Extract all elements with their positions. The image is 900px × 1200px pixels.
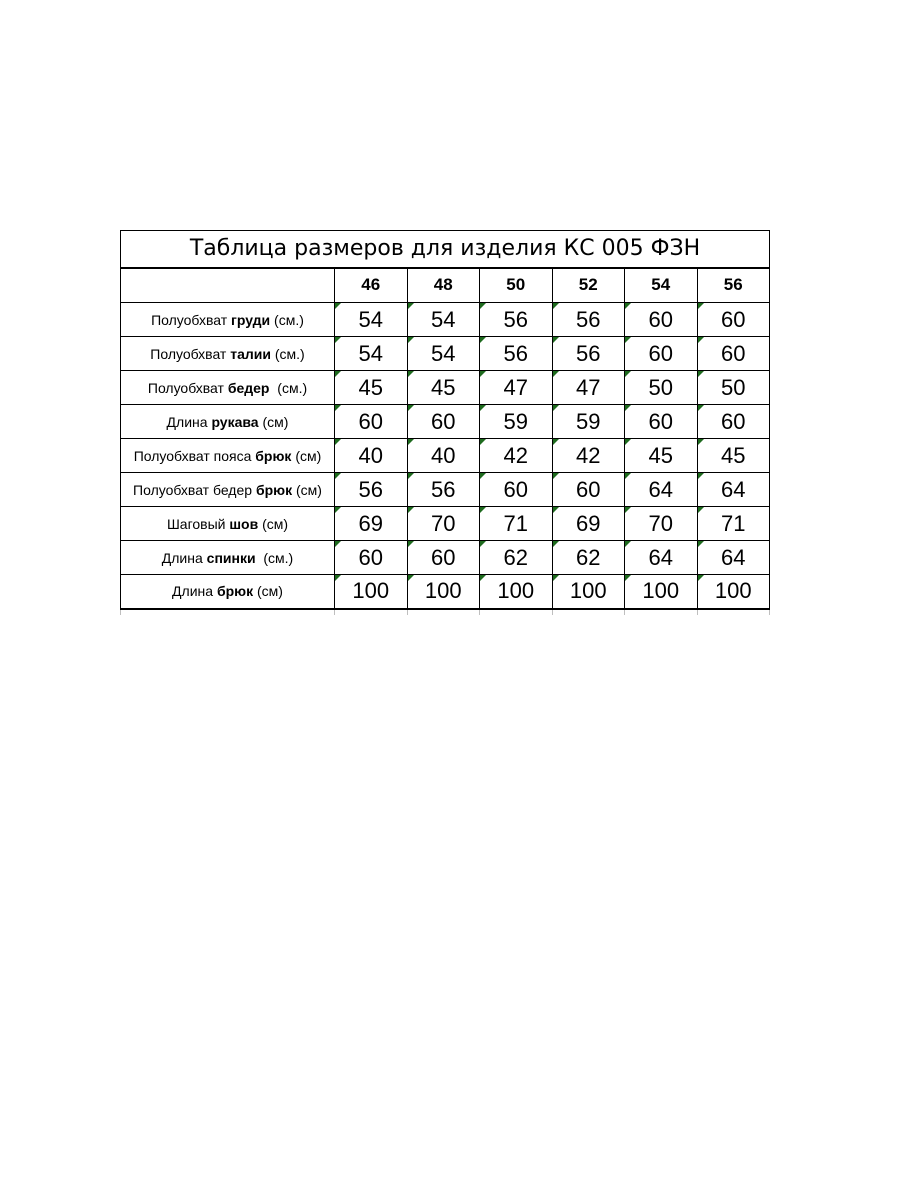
size-header-50: 50 bbox=[480, 268, 553, 303]
value-cell-size-54: 64 bbox=[625, 541, 698, 575]
header-corner-cell bbox=[121, 268, 335, 303]
table-row-trouser-length bbox=[121, 575, 770, 609]
size-header-46: 46 bbox=[335, 268, 408, 303]
value-cell-size-48: 56 bbox=[407, 473, 480, 507]
value-cell-size-50: 56 bbox=[480, 337, 553, 371]
row-label-bold: рукава bbox=[211, 413, 259, 430]
row-label bbox=[121, 541, 335, 575]
row-label bbox=[121, 507, 335, 541]
value-cell-size-46: 54 bbox=[335, 303, 408, 337]
row-label bbox=[121, 405, 335, 439]
row-label-unit: (см) bbox=[292, 481, 322, 498]
row-label-text: Полуобхват bbox=[147, 379, 228, 396]
value-cell-size-54: 60 bbox=[625, 337, 698, 371]
value-cell-size-48: 54 bbox=[407, 303, 480, 337]
value-cell-size-56: 100 bbox=[697, 575, 770, 609]
row-label-bold: брюк bbox=[255, 481, 293, 498]
value-cell-size-46: 60 bbox=[335, 541, 408, 575]
value-cell-size-48: 54 bbox=[407, 337, 480, 371]
table-row-trouser-waist bbox=[121, 439, 770, 473]
row-label bbox=[121, 473, 335, 507]
table-title: Таблица размеров для изделия КС 005 ФЗН bbox=[121, 231, 770, 268]
row-label-unit: (см.) bbox=[270, 311, 304, 328]
table-row-sleeve-length bbox=[121, 405, 770, 439]
value-cell-size-56: 50 bbox=[697, 371, 770, 405]
tail-cell bbox=[552, 609, 625, 615]
row-label bbox=[121, 575, 335, 609]
value-cell-size-56: 45 bbox=[697, 439, 770, 473]
value-cell-size-54: 60 bbox=[625, 303, 698, 337]
row-label-unit: (см.) bbox=[255, 549, 294, 566]
value-cell-size-46: 60 bbox=[335, 405, 408, 439]
value-cell-size-50: 47 bbox=[480, 371, 553, 405]
value-cell-size-48: 70 bbox=[407, 507, 480, 541]
row-label bbox=[121, 303, 335, 337]
value-cell-size-52: 42 bbox=[552, 439, 625, 473]
value-cell-size-46: 45 bbox=[335, 371, 408, 405]
value-cell-size-50: 62 bbox=[480, 541, 553, 575]
value-cell-size-56: 71 bbox=[697, 507, 770, 541]
value-cell-size-52: 56 bbox=[552, 337, 625, 371]
row-label bbox=[121, 337, 335, 371]
measurements-body bbox=[121, 303, 770, 609]
value-cell-size-54: 64 bbox=[625, 473, 698, 507]
row-label bbox=[121, 439, 335, 473]
row-label-text: Шаговый bbox=[166, 515, 230, 532]
size-header-48: 48 bbox=[407, 268, 480, 303]
value-cell-size-52: 59 bbox=[552, 405, 625, 439]
row-label-unit: (см) bbox=[258, 413, 289, 430]
tail-cell bbox=[335, 609, 408, 615]
row-label-text: Длина bbox=[172, 583, 217, 600]
tail-cell bbox=[480, 609, 553, 615]
row-label-unit: (см.) bbox=[270, 345, 305, 362]
size-header-54: 54 bbox=[625, 268, 698, 303]
table-row-chest bbox=[121, 303, 770, 337]
row-label-text: Длина bbox=[166, 413, 212, 430]
row-label-text: Полуобхват bbox=[150, 345, 231, 362]
tail-cell bbox=[121, 609, 335, 615]
table-row-back-length bbox=[121, 541, 770, 575]
table-row-hips bbox=[121, 371, 770, 405]
row-label-unit: (см.) bbox=[269, 379, 308, 396]
row-label-bold: шов bbox=[229, 515, 259, 532]
value-cell-size-46: 54 bbox=[335, 337, 408, 371]
value-cell-size-54: 50 bbox=[625, 371, 698, 405]
value-cell-size-48: 40 bbox=[407, 439, 480, 473]
value-cell-size-54: 100 bbox=[625, 575, 698, 609]
value-cell-size-48: 60 bbox=[407, 541, 480, 575]
size-header-row bbox=[121, 268, 770, 303]
row-label-bold: груди bbox=[231, 311, 271, 328]
tail-cell bbox=[407, 609, 480, 615]
row-label-text: Полуобхват пояса bbox=[133, 447, 256, 464]
table-row-waist bbox=[121, 337, 770, 371]
title-row bbox=[121, 231, 770, 268]
value-cell-size-54: 70 bbox=[625, 507, 698, 541]
row-label-bold: бедер bbox=[227, 379, 270, 396]
row-label-bold: спинки bbox=[206, 549, 256, 566]
row-label-text: Полуобхват бедер bbox=[133, 481, 256, 498]
row-label-bold: брюк bbox=[255, 447, 292, 464]
value-cell-size-52: 47 bbox=[552, 371, 625, 405]
value-cell-size-46: 100 bbox=[335, 575, 408, 609]
value-cell-size-50: 56 bbox=[480, 303, 553, 337]
value-cell-size-56: 60 bbox=[697, 405, 770, 439]
row-label-bold: талии bbox=[230, 345, 271, 362]
value-cell-size-54: 45 bbox=[625, 439, 698, 473]
value-cell-size-54: 60 bbox=[625, 405, 698, 439]
size-header-52: 52 bbox=[552, 268, 625, 303]
table-row-trouser-hips bbox=[121, 473, 770, 507]
value-cell-size-52: 60 bbox=[552, 473, 625, 507]
value-cell-size-50: 42 bbox=[480, 439, 553, 473]
value-cell-size-50: 60 bbox=[480, 473, 553, 507]
value-cell-size-52: 69 bbox=[552, 507, 625, 541]
value-cell-size-56: 64 bbox=[697, 541, 770, 575]
row-label-unit: (см) bbox=[253, 583, 283, 600]
row-label-unit: (см) bbox=[291, 447, 322, 464]
value-cell-size-52: 100 bbox=[552, 575, 625, 609]
value-cell-size-50: 59 bbox=[480, 405, 553, 439]
value-cell-size-56: 60 bbox=[697, 337, 770, 371]
size-header-56: 56 bbox=[697, 268, 770, 303]
value-cell-size-50: 100 bbox=[480, 575, 553, 609]
value-cell-size-48: 45 bbox=[407, 371, 480, 405]
tail-cell bbox=[697, 609, 770, 615]
value-cell-size-46: 56 bbox=[335, 473, 408, 507]
value-cell-size-56: 64 bbox=[697, 473, 770, 507]
size-chart-table bbox=[120, 230, 770, 615]
value-cell-size-52: 62 bbox=[552, 541, 625, 575]
value-cell-size-56: 60 bbox=[697, 303, 770, 337]
row-label-text: Полуобхват bbox=[151, 311, 232, 328]
row-label-text: Длина bbox=[161, 549, 207, 566]
value-cell-size-50: 71 bbox=[480, 507, 553, 541]
value-cell-size-48: 60 bbox=[407, 405, 480, 439]
tail-cell bbox=[625, 609, 698, 615]
value-cell-size-48: 100 bbox=[407, 575, 480, 609]
table-tail-row bbox=[121, 609, 770, 615]
row-label-bold: брюк bbox=[216, 583, 254, 600]
value-cell-size-46: 40 bbox=[335, 439, 408, 473]
value-cell-size-46: 69 bbox=[335, 507, 408, 541]
row-label bbox=[121, 371, 335, 405]
value-cell-size-52: 56 bbox=[552, 303, 625, 337]
table-row-inseam bbox=[121, 507, 770, 541]
row-label-unit: (см) bbox=[258, 515, 289, 532]
